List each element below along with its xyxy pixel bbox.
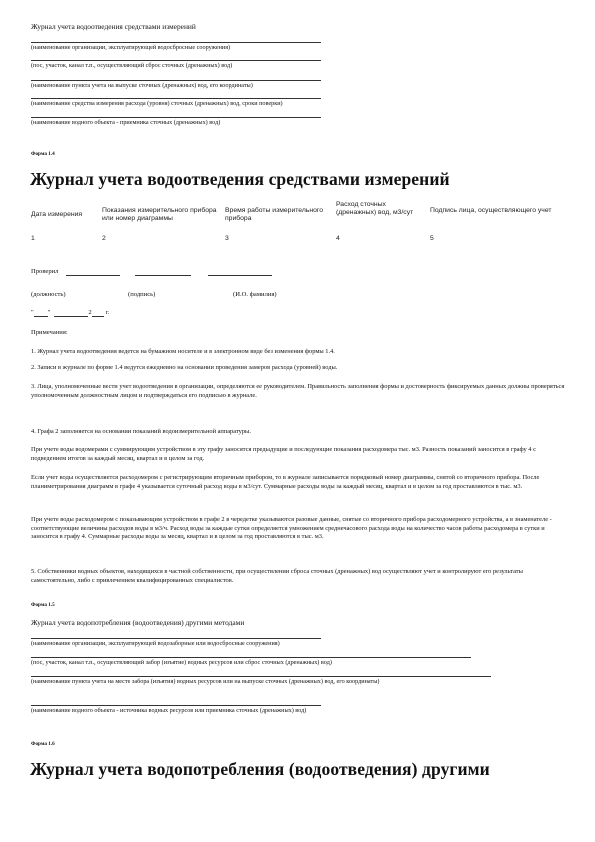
name-caption: (И.О. фамилия) (233, 291, 277, 298)
note-1: 1. Журнал учета водоотведения ведется на бумажном носителе и в электронном виде без изменения формы 1.4. (31, 348, 335, 355)
header-caption-instrument: (наименование средства измерения расхода (уровня) сточных (дренажных) вод, сроки поверки) (31, 98, 321, 108)
table-col-num-5: 5 (430, 235, 434, 242)
year-suffix: г. (105, 309, 110, 316)
table-header-signature: Подпись лица, осуществляющего учет (430, 207, 552, 214)
journal-title-line: Журнал учета водоотведения средствами измерений (31, 22, 196, 31)
note-5: 5. Собственники водных объектов, находящихся в частной собственности, при осуществлении сброса сточных (дренажных) вод осуществляют учет и контролируют его результаты самостоятельно, либо с привлечением квалифицированных специалистов. (31, 568, 523, 584)
signature-caption: (подпись) (128, 291, 156, 298)
form15-caption-site: (пос, участок, канал т.п., осуществляющий забор (изъятие) водных ресурсов или сброс сточных (дренажных) вод) (31, 657, 471, 667)
date-line (31, 308, 109, 317)
header-caption-site: (пос, участок, канал т.п., осуществляющий сброс сточных (дренажных) вод) (31, 60, 321, 70)
form-title: Журнал учета водопотребления (водоотведения) другими (30, 759, 490, 779)
table-header-readings: Показания измерительного прибора или номер диаграммы (102, 207, 217, 222)
date-quote-open: " (31, 309, 34, 316)
table-header-flow-rate: Расход сточных (дренажных) вод, м3/сут (336, 201, 414, 216)
form15-caption-point: (наименование пункта учета на месте забора (изъятия) водных ресурсов или на выпуске сточных (дренажных) вод, его координаты) (31, 676, 491, 686)
form15-caption-water-body: (наименование водного объекта - источника водных ресурсов или приемника сточных (дренажных) вод) (31, 705, 321, 715)
header-caption-organization: (наименование организации, эксплуатирующей водосбросные сооружения) (31, 42, 321, 52)
year-blank (92, 316, 104, 317)
note-4-recorder: Если учет воды осуществляется расходомером с регистрирующим вторичным прибором, то в журнале записывается порядковый номер диаграммы, снятой со вторичного прибора. После планиметрирования диаграмм в графе 4 указывается суточный расход воды в м3/сут. Суммарные расходы воды за каждый месяц, квартал и в целом за год проставляются в тыс. м3. (31, 474, 540, 490)
form-label: Форма 1.5 (31, 602, 55, 608)
month-blank (54, 316, 88, 317)
journal-title-line: Журнал учета водопотребления (водоотведения) другими методами (31, 618, 245, 627)
form-label: Форма 1.4 (31, 151, 55, 157)
notes-title: Примечания: (31, 329, 68, 336)
header-caption-water-body: (наименование водного объекта - приемника сточных (дренажных) вод) (31, 117, 321, 127)
form15-caption-organization: (наименование организации, эксплуатирующей водозаборные или водосбросные сооружения) (31, 638, 321, 648)
table-col-num-3: 3 (225, 235, 229, 242)
form-label: Форма 1.6 (31, 741, 55, 747)
note-3: 3. Лица, уполномоченные вести учет водоотведения в организации, определяются ее руководителем. Правильность заполнения формы и достоверность фиксируемых данных должны проверяться уполномоченным должностным лицом и подтверждаться его подписью в журнале. (31, 383, 565, 399)
form-title: Журнал учета водоотведения средствами измерений (30, 169, 450, 189)
date-quote-close: " (47, 309, 51, 316)
checked-by-label: Проверил (31, 268, 59, 275)
table-header-operating-time: Время работы измерительного прибора (225, 207, 323, 222)
table-header-date: Дата измерения (31, 211, 83, 218)
table-col-num-2: 2 (102, 235, 106, 242)
name-line (208, 267, 272, 276)
signature-line (135, 267, 191, 276)
note-4-meter: При учете воды водомерами с суммирующим устройством в эту графу заносятся предыдущие и последующие показания расходомера тыс. м3. Разность показаний заносится в графу 4 с подведением итогов за каждый месяц, квартал и в целом за год. (31, 446, 536, 462)
day-blank (34, 316, 48, 317)
year-prefix: 2 (88, 309, 92, 316)
position-caption: (должность) (31, 291, 66, 298)
note-2: 2. Записи в журнале по форме 1.4 ведутся ежедневно на основании проведения замеров расхода (уровней) воды. (31, 364, 338, 371)
table-col-num-1: 1 (31, 235, 35, 242)
note-4-indicator: При учете воды расходомером с показывающим устройством в графе 2 в чередетке указываются разовые данные, снятые со вторичного прибора расходомерного устройства, а в знаменателе - соответствующие величины расходов воды в м3/ч. Расход воды за каждые сутки определяется умножением среднечасового расхода воды на количество часов работы расходомера в сутки и заносится в графу 4. Суммарные расходы воды за месяц, квартал и в целом за год проставляются в тыс. м3. (31, 516, 552, 541)
note-4: 4. Графа 2 заполняется на основании показаний водоизмерительной аппаратуры. (31, 428, 251, 435)
table-col-num-4: 4 (336, 235, 340, 242)
header-caption-point: (наименование пункта учета на выпуске сточных (дренажных) вод, его координаты) (31, 80, 321, 90)
position-line (66, 267, 120, 276)
